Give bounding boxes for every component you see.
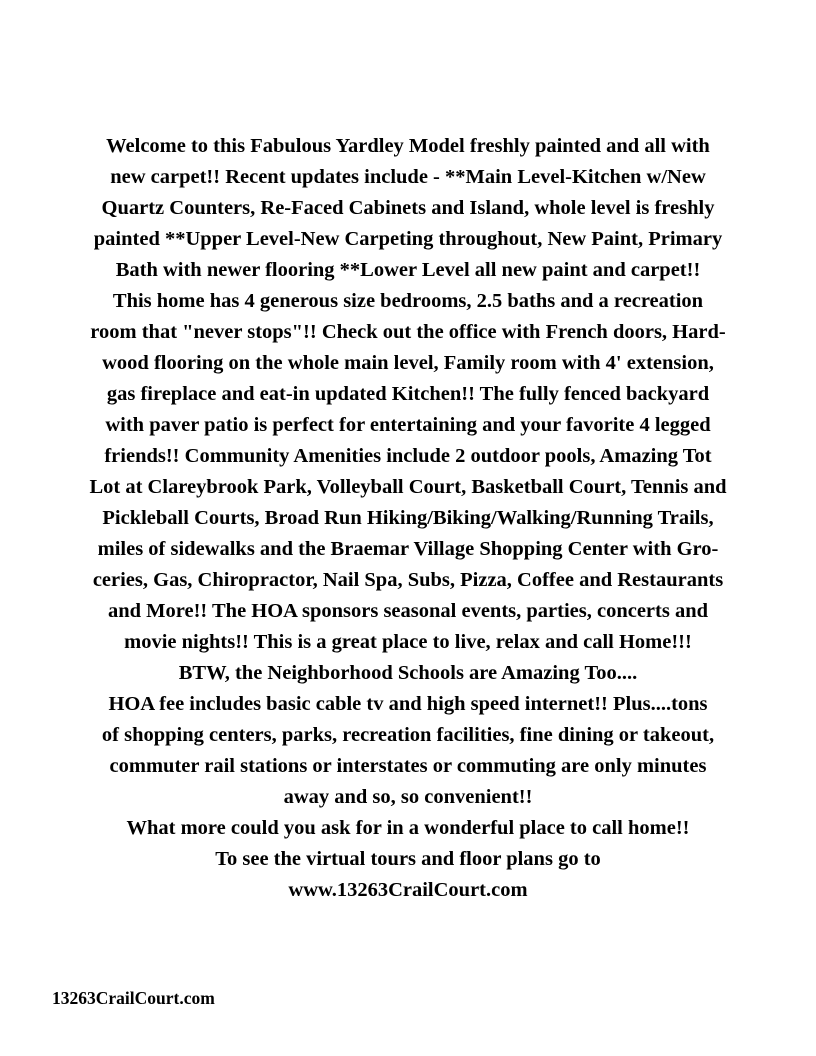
hoa-paragraph: HOA fee includes basic cable tv and high speed internet!! Plus....tons of shopping centers, parks, recreation facilities, fine dining or takeout, commuter rail stations or interstates or commuting are only minutes away and so, so convenient!! [101, 693, 715, 808]
footer-website: 13263CrailCourt.com [52, 988, 215, 1008]
virtual-tour-info: To see the virtual tours and floor plans go to www.13263CrailCourt.com [215, 848, 601, 901]
welcome-paragraph: Welcome to this Fabulous Yardley Model freshly painted and all with new carpet!! Recent updates include - **Main Level-Kitchen w/New Quartz Counters, Re-Faced Cabinets and Island, whole level is freshly painted **Upper Level-New Carpeting throughout, New Paint, Primary Bath with newer flooring **Lower Level all new paint and carpet!! [93, 135, 723, 281]
home-features-paragraph: This home has 4 generous size bedrooms, 2.5 baths and a recreation room that "never stops"!! Check out the office with French doors, Hard- wood flooring on the whole main level, Family room with 4' extension, gas fireplace and eat-in updated Kitchen!! The fully fenced backyard with paver patio is perfect for entertaining and your favorite 4 legged friends!! Community Amenities include 2 outdoor pools, Amazing Tot Lot at Clareybrook Park, Volleyball Court, Basketball Court, Tennis and Pickleball Courts, Broad Run Hiking/Biking/Walking/Running Trails, miles of sidewalks and the Braemar Village Shopping Center with Gro- ceries, Gas, Chiropractor, Nail Spa, Subs, Pizza, Coffee and Restaurants and More!! The HOA sponsors seasonal events, parties, concerts and movie nights!! This is a great place to live, relax and call Home!!! BTW, the Neighborhood Schools are Amazing Too.... [89, 290, 727, 684]
closing-question: What more could you ask for in a wonderful place to call home!! [126, 817, 690, 839]
description-body [50, 131, 766, 906]
